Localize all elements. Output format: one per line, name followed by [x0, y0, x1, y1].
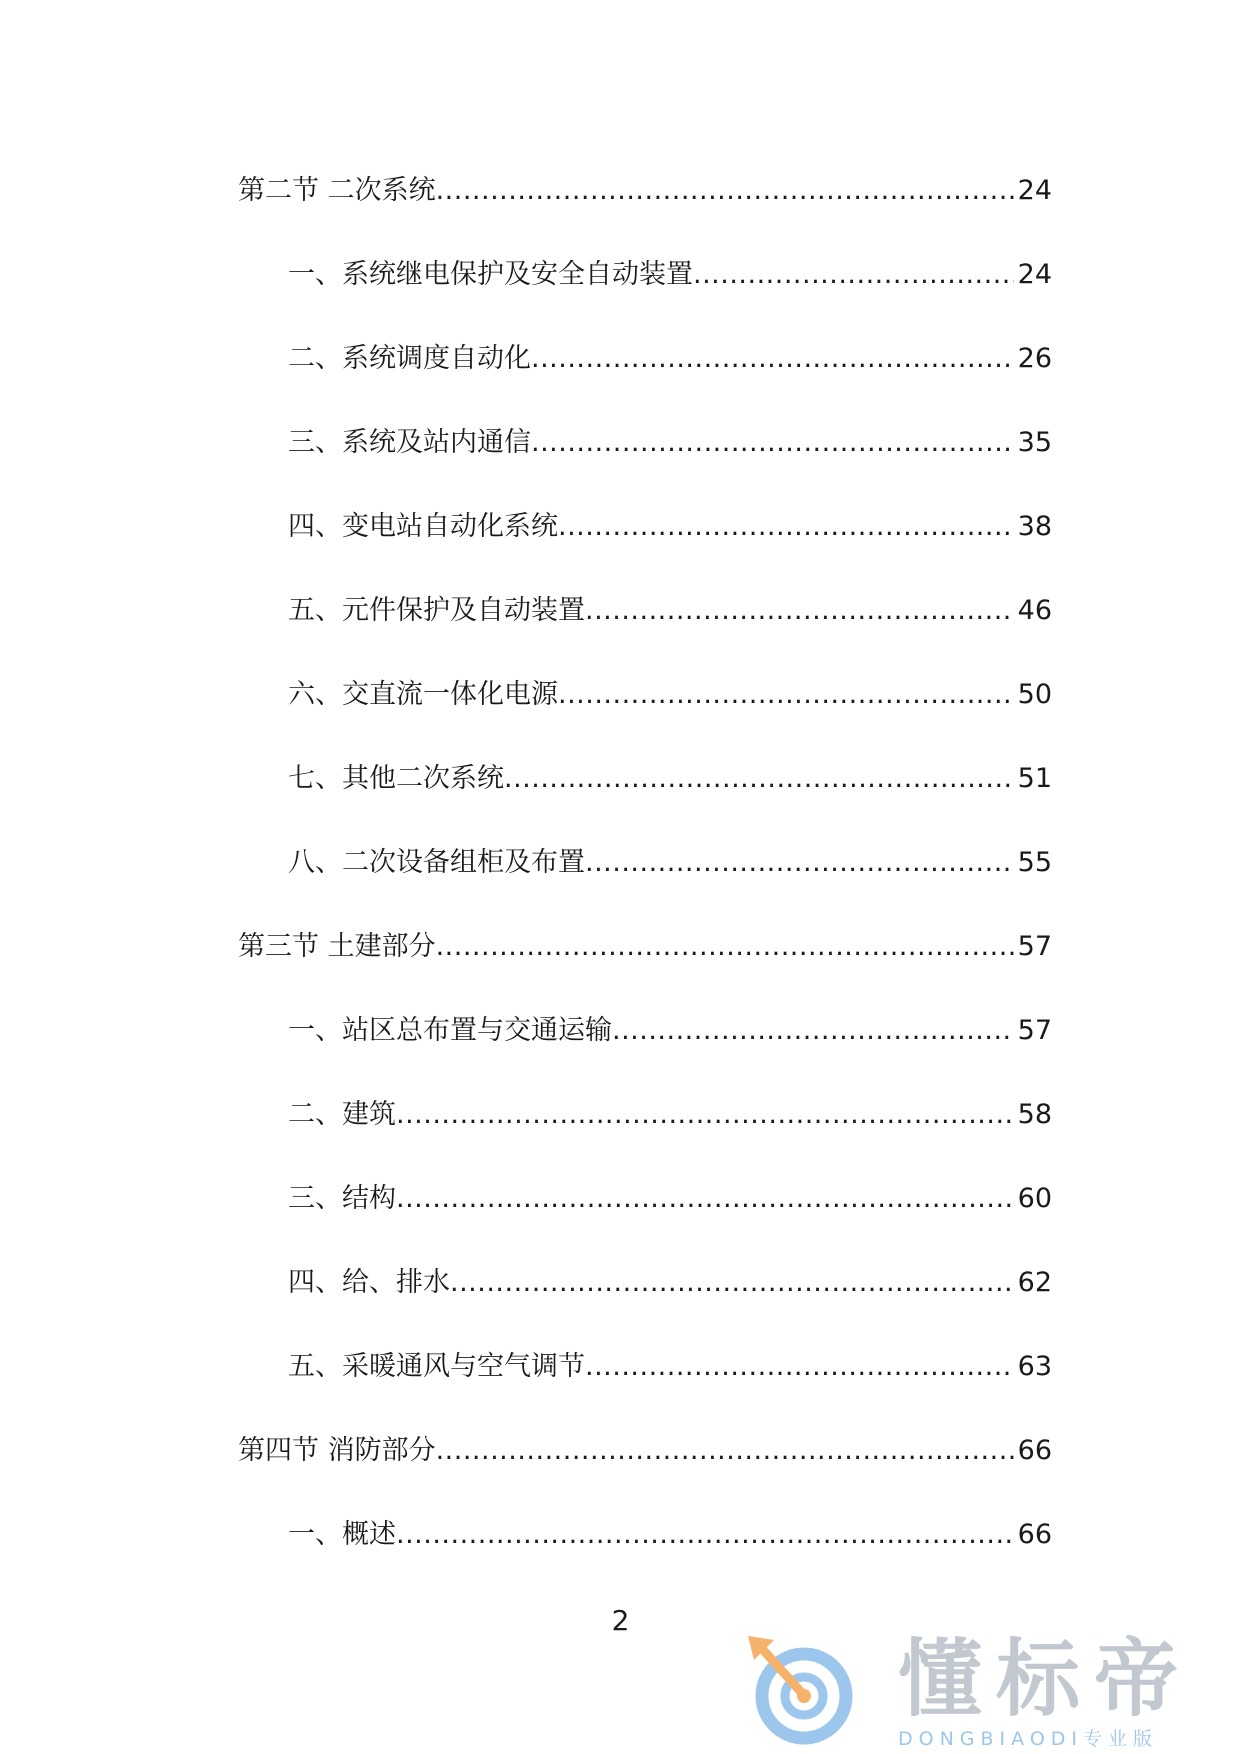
toc-dot-leader — [585, 843, 1014, 883]
toc-entry-page: 55 — [1017, 847, 1052, 878]
toc-dot-leader — [585, 1347, 1014, 1387]
toc-entry[interactable] — [238, 591, 1052, 631]
toc-entry-page: 46 — [1017, 595, 1052, 626]
toc-entry-title: 第二节 二次系统 — [238, 175, 436, 206]
toc-dot-leader — [612, 1011, 1014, 1051]
toc-entry-page: 24 — [1017, 259, 1052, 290]
toc-dot-leader — [436, 927, 1014, 967]
toc-entry-page: 35 — [1017, 427, 1052, 458]
toc-dot-leader — [531, 339, 1014, 379]
toc-entry[interactable] — [238, 927, 1052, 967]
toc-entry[interactable] — [238, 339, 1052, 379]
toc-entry[interactable] — [238, 171, 1052, 211]
toc-entry-title: 六、交直流一体化电源 — [288, 679, 558, 710]
toc-dot-leader — [531, 423, 1014, 463]
toc-entry[interactable] — [238, 1095, 1052, 1135]
toc-entry[interactable] — [238, 423, 1052, 463]
watermark-brand: 懂标帝 — [898, 1630, 1193, 1728]
toc-entry[interactable] — [238, 1263, 1052, 1303]
toc-entry-title: 七、其他二次系统 — [288, 763, 504, 794]
toc-entry[interactable] — [238, 255, 1052, 295]
toc-entry-title: 二、建筑 — [288, 1099, 396, 1130]
toc-dot-leader — [396, 1179, 1014, 1219]
toc-entry-page: 38 — [1017, 511, 1052, 542]
toc-entry-page: 24 — [1017, 175, 1052, 206]
toc-entry-title: 一、站区总布置与交通运输 — [288, 1015, 612, 1046]
toc-entry-title: 四、变电站自动化系统 — [288, 511, 558, 542]
toc-entry-title: 第三节 土建部分 — [238, 931, 436, 962]
toc-entry-title: 第四节 消防部分 — [238, 1435, 436, 1466]
toc-dot-leader — [558, 675, 1014, 715]
toc-entry-title: 二、系统调度自动化 — [288, 343, 531, 374]
toc-entry-page: 60 — [1017, 1183, 1052, 1214]
toc-entry[interactable] — [238, 843, 1052, 883]
toc-entry-title: 五、采暖通风与空气调节 — [288, 1351, 585, 1382]
toc-entry[interactable] — [238, 759, 1052, 799]
toc-entry-page: 63 — [1017, 1351, 1052, 1382]
toc-entry-page: 57 — [1017, 931, 1052, 962]
target-arrow-icon — [744, 1632, 864, 1750]
toc-entry[interactable] — [238, 675, 1052, 715]
toc-dot-leader — [436, 1431, 1014, 1471]
toc-dot-leader — [504, 759, 1014, 799]
watermark — [744, 1632, 1214, 1750]
toc-entry-title: 四、给、排水 — [288, 1267, 450, 1298]
toc-dot-leader — [450, 1263, 1014, 1303]
toc-dot-leader — [558, 507, 1014, 547]
toc-dot-leader — [585, 591, 1014, 631]
toc-entry-title: 三、系统及站内通信 — [288, 427, 531, 458]
toc-entry-title: 一、系统继电保护及安全自动装置 — [288, 259, 693, 290]
toc-entry-title: 五、元件保护及自动装置 — [288, 595, 585, 626]
toc-entry-page: 58 — [1017, 1099, 1052, 1130]
toc-entry-page: 51 — [1017, 763, 1052, 794]
toc-entry-page: 57 — [1017, 1015, 1052, 1046]
watermark-subtitle: DONGBIAODI专业版 — [898, 1728, 1159, 1750]
toc-entry[interactable] — [238, 1515, 1052, 1555]
toc-entry[interactable] — [238, 507, 1052, 547]
toc-dot-leader — [396, 1095, 1014, 1135]
page-number: 2 — [611, 1604, 630, 1637]
toc-entry-title: 八、二次设备组柜及布置 — [288, 847, 585, 878]
toc-entry[interactable] — [238, 1347, 1052, 1387]
toc-dot-leader — [436, 171, 1014, 211]
toc-entry-page: 66 — [1017, 1519, 1052, 1550]
toc-dot-leader — [396, 1515, 1014, 1555]
toc-entry[interactable] — [238, 1179, 1052, 1219]
toc-entry-page: 66 — [1017, 1435, 1052, 1466]
toc-entry-title: 三、结构 — [288, 1183, 396, 1214]
toc-entry[interactable] — [238, 1011, 1052, 1051]
toc-entry-page: 50 — [1017, 679, 1052, 710]
toc-entry[interactable] — [238, 1431, 1052, 1471]
toc-entry-page: 62 — [1017, 1267, 1052, 1298]
toc-entry-title: 一、概述 — [288, 1519, 396, 1550]
toc-dot-leader — [693, 255, 1014, 295]
toc-entry-page: 26 — [1017, 343, 1052, 374]
